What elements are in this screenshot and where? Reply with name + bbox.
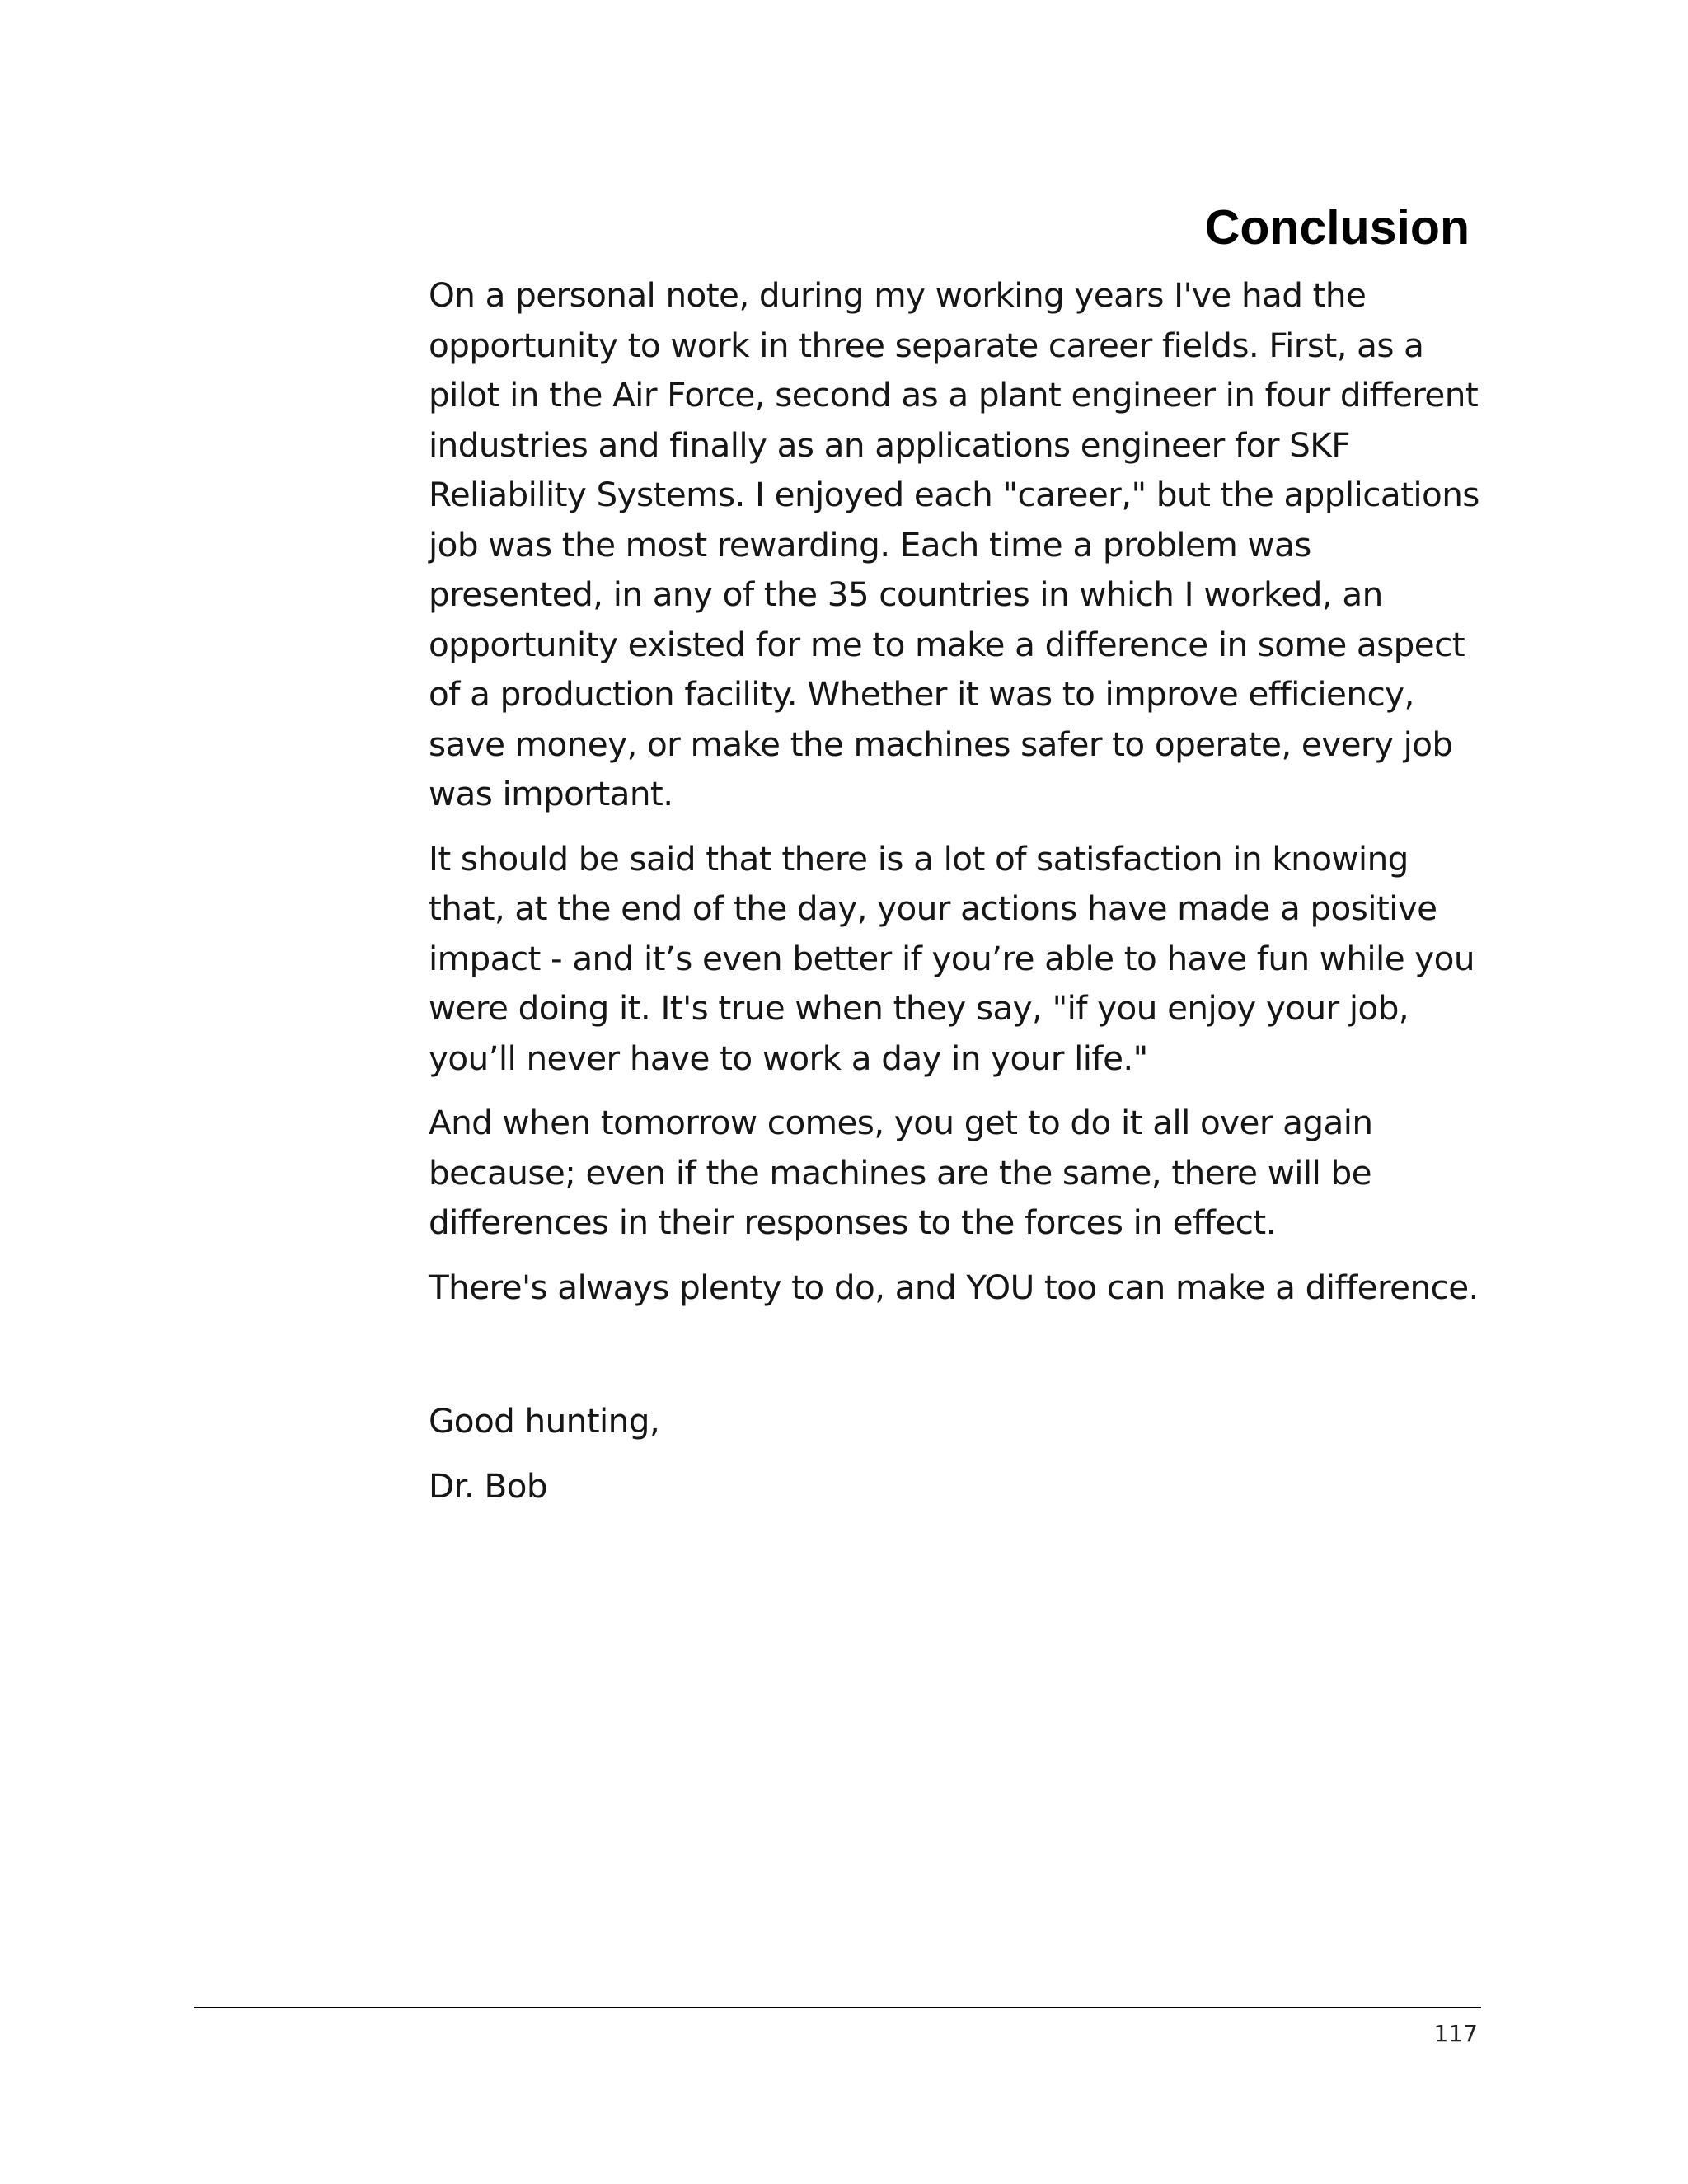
page-number: 117 (1433, 2020, 1478, 2047)
footer-rule (194, 2007, 1481, 2008)
closing-salutation: Good hunting, (429, 1401, 660, 1441)
paragraph-4: There's always plenty to do, and YOU too can make a difference. (429, 1267, 1479, 1307)
paragraph-2: It should be said that there is a lot of satisfaction in knowing that, at the end of the day, your actions have made a positive impact - and it’s even better if you’re able to have fun while you were doing it. It's true when they say, "if you enjoy your job, you’ll never have to work a day in your life." (429, 838, 1475, 1078)
closing-signature: Dr. Bob (429, 1465, 547, 1506)
paragraph-3: And when tomorrow comes, you get to do it all over again because; even if the machines are the same, there will be differences in their responses to the forces in effect. (429, 1103, 1373, 1242)
page-title: Conclusion (1204, 200, 1470, 255)
closing-spacer (429, 1327, 1479, 1396)
paragraph-1: On a personal note, during my working years I've had the opportunity to work in three separate career fields. First, as a pilot in the Air Force, second as a plant engineer in four different industries and finally as an applications engineer for SKF Reliability Systems. I enjoyed each "career," but the applications job was the most rewarding. Each time a problem was presented, in any of the 35 countries in which I worked, an opportunity existed for me to make a difference in some aspect of a production facility. Whether it was to improve efficiency, save money, or make the machines safer to operate, every job was important. (429, 275, 1479, 813)
body-text (429, 270, 1479, 1526)
